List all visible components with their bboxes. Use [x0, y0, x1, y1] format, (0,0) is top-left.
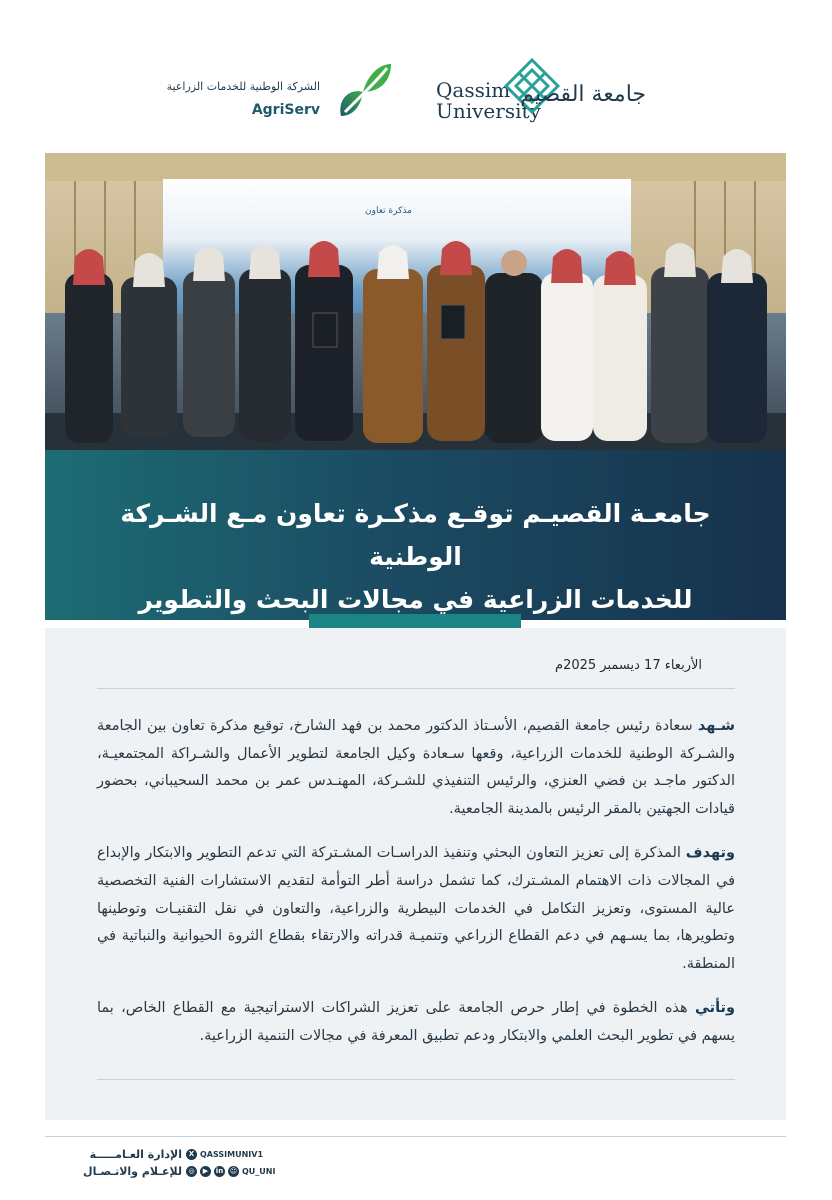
social-handle-1[interactable]: QASSIMUNIV1 [200, 1149, 264, 1159]
article-body [97, 713, 735, 1068]
qassim-english-line1: Qassim [436, 78, 511, 102]
backdrop-caption: مذكرة تعاون [365, 206, 412, 216]
footer-divider [45, 1136, 786, 1137]
paragraph-3-lead: وتأتي [694, 1000, 735, 1017]
agriserv-logo [166, 58, 395, 124]
paragraph-3-text: هذه الخطوة في إطار حرص الجامعة على تعزيز الشراكات الاستراتيجية مع القطاع الخاص، بما يسهم في تطوير البحث العلمي والابتكار ودعم تطبيق المعرفة في مجالات التنمية الزراعية. [97, 1000, 735, 1044]
paragraph-2-text: المذكرة إلى تعزيز التعاون البحثي وتنفيذ الدراسـات المشـتركة التي تدعم التطوير والابتكار والإبداع في المجالات ذات الاهتمام المشـترك، كما تشمل دراسة أطر التوأمة لتقديم الاستشارات الفنية التخصصية عالية المستوى، وتعزيز التكامل في الخدمات البيطرية والزراعية، والتعاون في نقل التقنيـات وتوطينها وتطويرها، بما يسـهم في دعم القطاع الزراعي وتنميـة قدراته والارتقاء بقطاع الثروة الحيوانية والنباتية في المنطقة. [97, 845, 735, 972]
photo-illustration [45, 153, 786, 450]
article-date: الأربعاء 17 ديسمبر 2025م [555, 658, 702, 673]
snapchat-icon[interactable]: ☺ [229, 1167, 238, 1175]
youtube-icon[interactable]: ▶ [200, 1166, 211, 1177]
accent-bar [309, 614, 521, 628]
paragraph-2-lead: وتهدف [685, 845, 735, 862]
social-handle-2[interactable]: QU_UNI [242, 1166, 276, 1176]
qassim-university-logo [436, 56, 646, 126]
agriserv-english-name: AgriServ [251, 102, 320, 118]
signing-ceremony-photo [45, 153, 786, 450]
paragraph-1 [97, 713, 735, 823]
instagram-icon[interactable]: ◎ [186, 1166, 197, 1177]
social-handle-row-2 [186, 1164, 275, 1178]
x-icon[interactable]: X [186, 1149, 197, 1160]
paragraph-1-text: سعادة رئيس جامعة القصيم، الأسـتاذ الدكتور محمد بن فهد الشارخ، توقيع مذكرة تعاون بين الجامعة والشـركة الوطنية للخدمات الزراعية، وقعها سـعادة وكيل الجامعة لتطوير الأعمال والشـراكة المجتمعيـة، الدكتور ماجـد بن فضي العنزي، والرئيس التنفيذي للشـركة، المهنـدس عمر بن محمد السحيباني، بحضور قيادات الجهتين بالمقر الرئيس بالمدينة الجامعية. [97, 718, 735, 817]
paragraph-2 [97, 840, 735, 978]
agriserv-arabic-name: الشركة الوطنية للخدمات الزراعية [166, 80, 320, 93]
article-title-line1: جامعـة القصيـم توقـع مذكـرة تعاون مـع الشـركة الوطنية [120, 499, 711, 571]
social-handle-row-1 [186, 1147, 263, 1161]
qassim-english-line2: University [436, 99, 541, 123]
agriserv-leaf-icon [331, 58, 395, 124]
divider-top [97, 688, 735, 689]
department-name-line1: الإدارة العـامـــــة [89, 1148, 182, 1161]
article-title-line2: للخدمات الزراعية في مجالات البحث والتطوير [138, 585, 693, 614]
divider-bottom [97, 1079, 735, 1080]
title-banner [45, 450, 786, 620]
paragraph-1-lead: شـهد [697, 718, 735, 734]
header-logos [0, 52, 832, 132]
linkedin-icon[interactable]: in [215, 1167, 224, 1175]
department-name-line2: للإعـلام والاتـصـال [83, 1165, 182, 1178]
paragraph-3 [97, 995, 735, 1050]
qassim-arabic-name: جامعة القصيم [520, 82, 646, 107]
